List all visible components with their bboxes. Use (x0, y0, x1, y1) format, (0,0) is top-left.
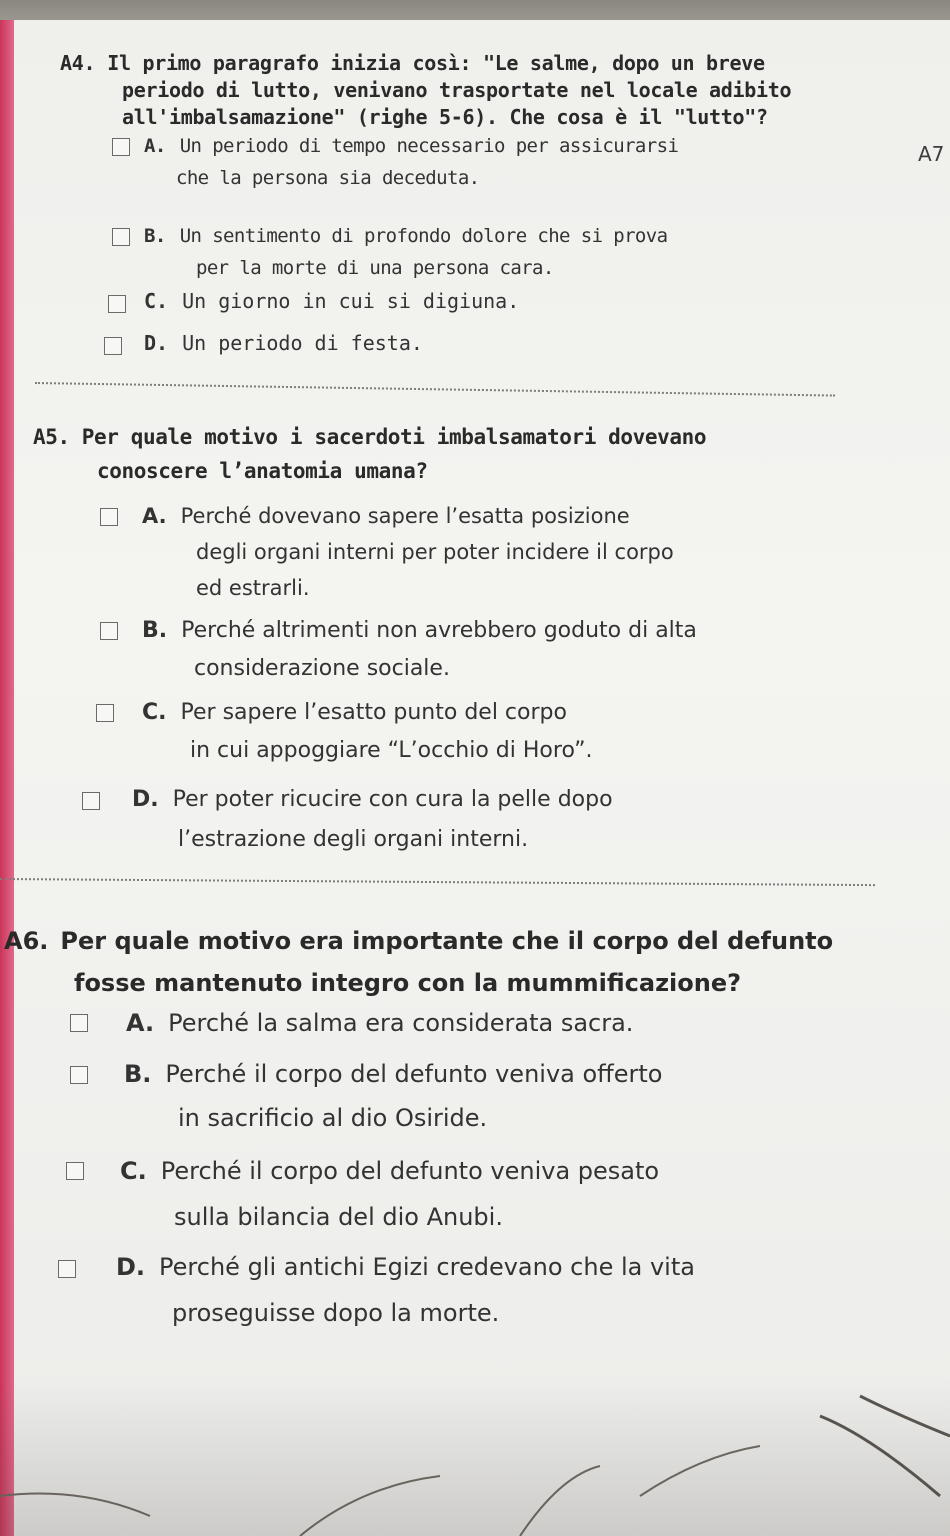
option-letter: B. (124, 1060, 152, 1088)
option-letter: C. (142, 700, 167, 725)
option-letter: A. (126, 1009, 155, 1037)
option-a4-d[interactable] (144, 327, 423, 359)
option-text: Perché il corpo del defunto veniva offerto (165, 1060, 663, 1088)
option-a6-b[interactable] (124, 1052, 662, 1140)
option-text: in cui appoggiare “L’occhio di Horo”. (190, 738, 593, 763)
option-letter: D. (116, 1253, 146, 1281)
option-text: per la morte di una persona cara. (196, 257, 554, 279)
answer-checkbox[interactable] (100, 508, 118, 526)
question-a6 (4, 920, 833, 1004)
option-text: Perché gli antichi Egizi credevano che la vita (159, 1253, 695, 1281)
question-text: fosse mantenuto integro con la mummificazione? (74, 969, 742, 997)
bottom-shadow (0, 1380, 950, 1536)
question-text: all'imbalsamazione" (righe 5-6). Che cosa è il "lutto"? (122, 105, 768, 129)
question-text: Per quale motivo era importante che il corpo del defunto (60, 927, 834, 955)
option-text: in sacrificio al dio Osiride. (178, 1104, 488, 1132)
option-text: ed estrarli. (196, 576, 310, 600)
option-a5-b[interactable] (142, 612, 697, 688)
option-text: Per poter ricucire con cura la pelle dopo (172, 787, 613, 812)
option-text: Perché il corpo del defunto veniva pesato (160, 1157, 660, 1185)
option-a6-a[interactable] (126, 1002, 633, 1044)
option-text: sulla bilancia del dio Anubi. (174, 1203, 503, 1231)
answer-checkbox[interactable] (58, 1260, 76, 1278)
option-a5-d[interactable] (132, 780, 613, 860)
option-text: Perché dovevano sapere l’esatta posizione (180, 504, 630, 528)
answer-checkbox[interactable] (100, 622, 118, 640)
margin-label: A7 (918, 142, 945, 166)
option-text: considerazione sociale. (194, 656, 450, 681)
option-a6-c[interactable] (120, 1148, 659, 1240)
question-number: A6. (4, 927, 49, 955)
option-text: degli organi interni per poter incidere il corpo (196, 540, 674, 564)
option-letter: A. (144, 135, 166, 157)
question-text: periodo di lutto, venivano trasportate nel locale adibito (122, 78, 792, 102)
option-text: Un sentimento di profondo dolore che si prova (179, 225, 668, 247)
option-a5-a[interactable] (142, 498, 674, 606)
page-edge-strip (0, 20, 14, 1536)
answer-checkbox[interactable] (104, 337, 122, 355)
question-a5 (33, 420, 706, 488)
option-letter: B. (144, 225, 166, 247)
option-letter: C. (120, 1157, 147, 1185)
question-a4 (60, 50, 791, 131)
option-text: Perché la salma era considerata sacra. (168, 1009, 634, 1037)
answer-checkbox[interactable] (112, 138, 130, 156)
answer-checkbox[interactable] (96, 704, 114, 722)
option-a4-b[interactable] (144, 220, 667, 284)
answer-checkbox[interactable] (108, 295, 126, 313)
option-text: Un periodo di tempo necessario per assicurarsi (179, 135, 679, 157)
option-text: che la persona sia deceduta. (176, 167, 480, 189)
option-text: l’estrazione degli organi interni. (178, 827, 529, 852)
question-number: A4. (60, 51, 96, 75)
option-text: Perché altrimenti non avrebbero goduto di alta (181, 618, 697, 643)
option-letter: C. (144, 289, 169, 313)
option-letter: D. (144, 331, 169, 355)
option-text: Per sapere l’esatto punto del corpo (180, 700, 567, 725)
answer-checkbox[interactable] (82, 792, 100, 810)
question-text: Per quale motivo i sacerdoti imbalsamatori dovevano (81, 425, 707, 449)
question-text: Il primo paragrafo inizia così: "Le salme, dopo un breve (107, 51, 765, 75)
question-number: A5. (33, 425, 70, 449)
answer-checkbox[interactable] (70, 1014, 88, 1032)
option-letter: B. (142, 618, 168, 643)
option-letter: A. (142, 504, 167, 528)
option-a4-c[interactable] (144, 285, 519, 317)
answer-checkbox[interactable] (66, 1162, 84, 1180)
answer-checkbox[interactable] (112, 228, 130, 246)
question-text: conoscere l’anatomia umana? (97, 459, 428, 483)
option-text: Un periodo di festa. (182, 331, 423, 355)
option-text: proseguisse dopo la morte. (172, 1299, 500, 1327)
option-a5-c[interactable] (142, 694, 593, 770)
option-a6-d[interactable] (116, 1244, 695, 1336)
option-a4-a[interactable] (144, 130, 678, 194)
answer-checkbox[interactable] (70, 1066, 88, 1084)
option-text: Un giorno in cui si digiuna. (182, 289, 520, 313)
option-letter: D. (132, 787, 159, 812)
